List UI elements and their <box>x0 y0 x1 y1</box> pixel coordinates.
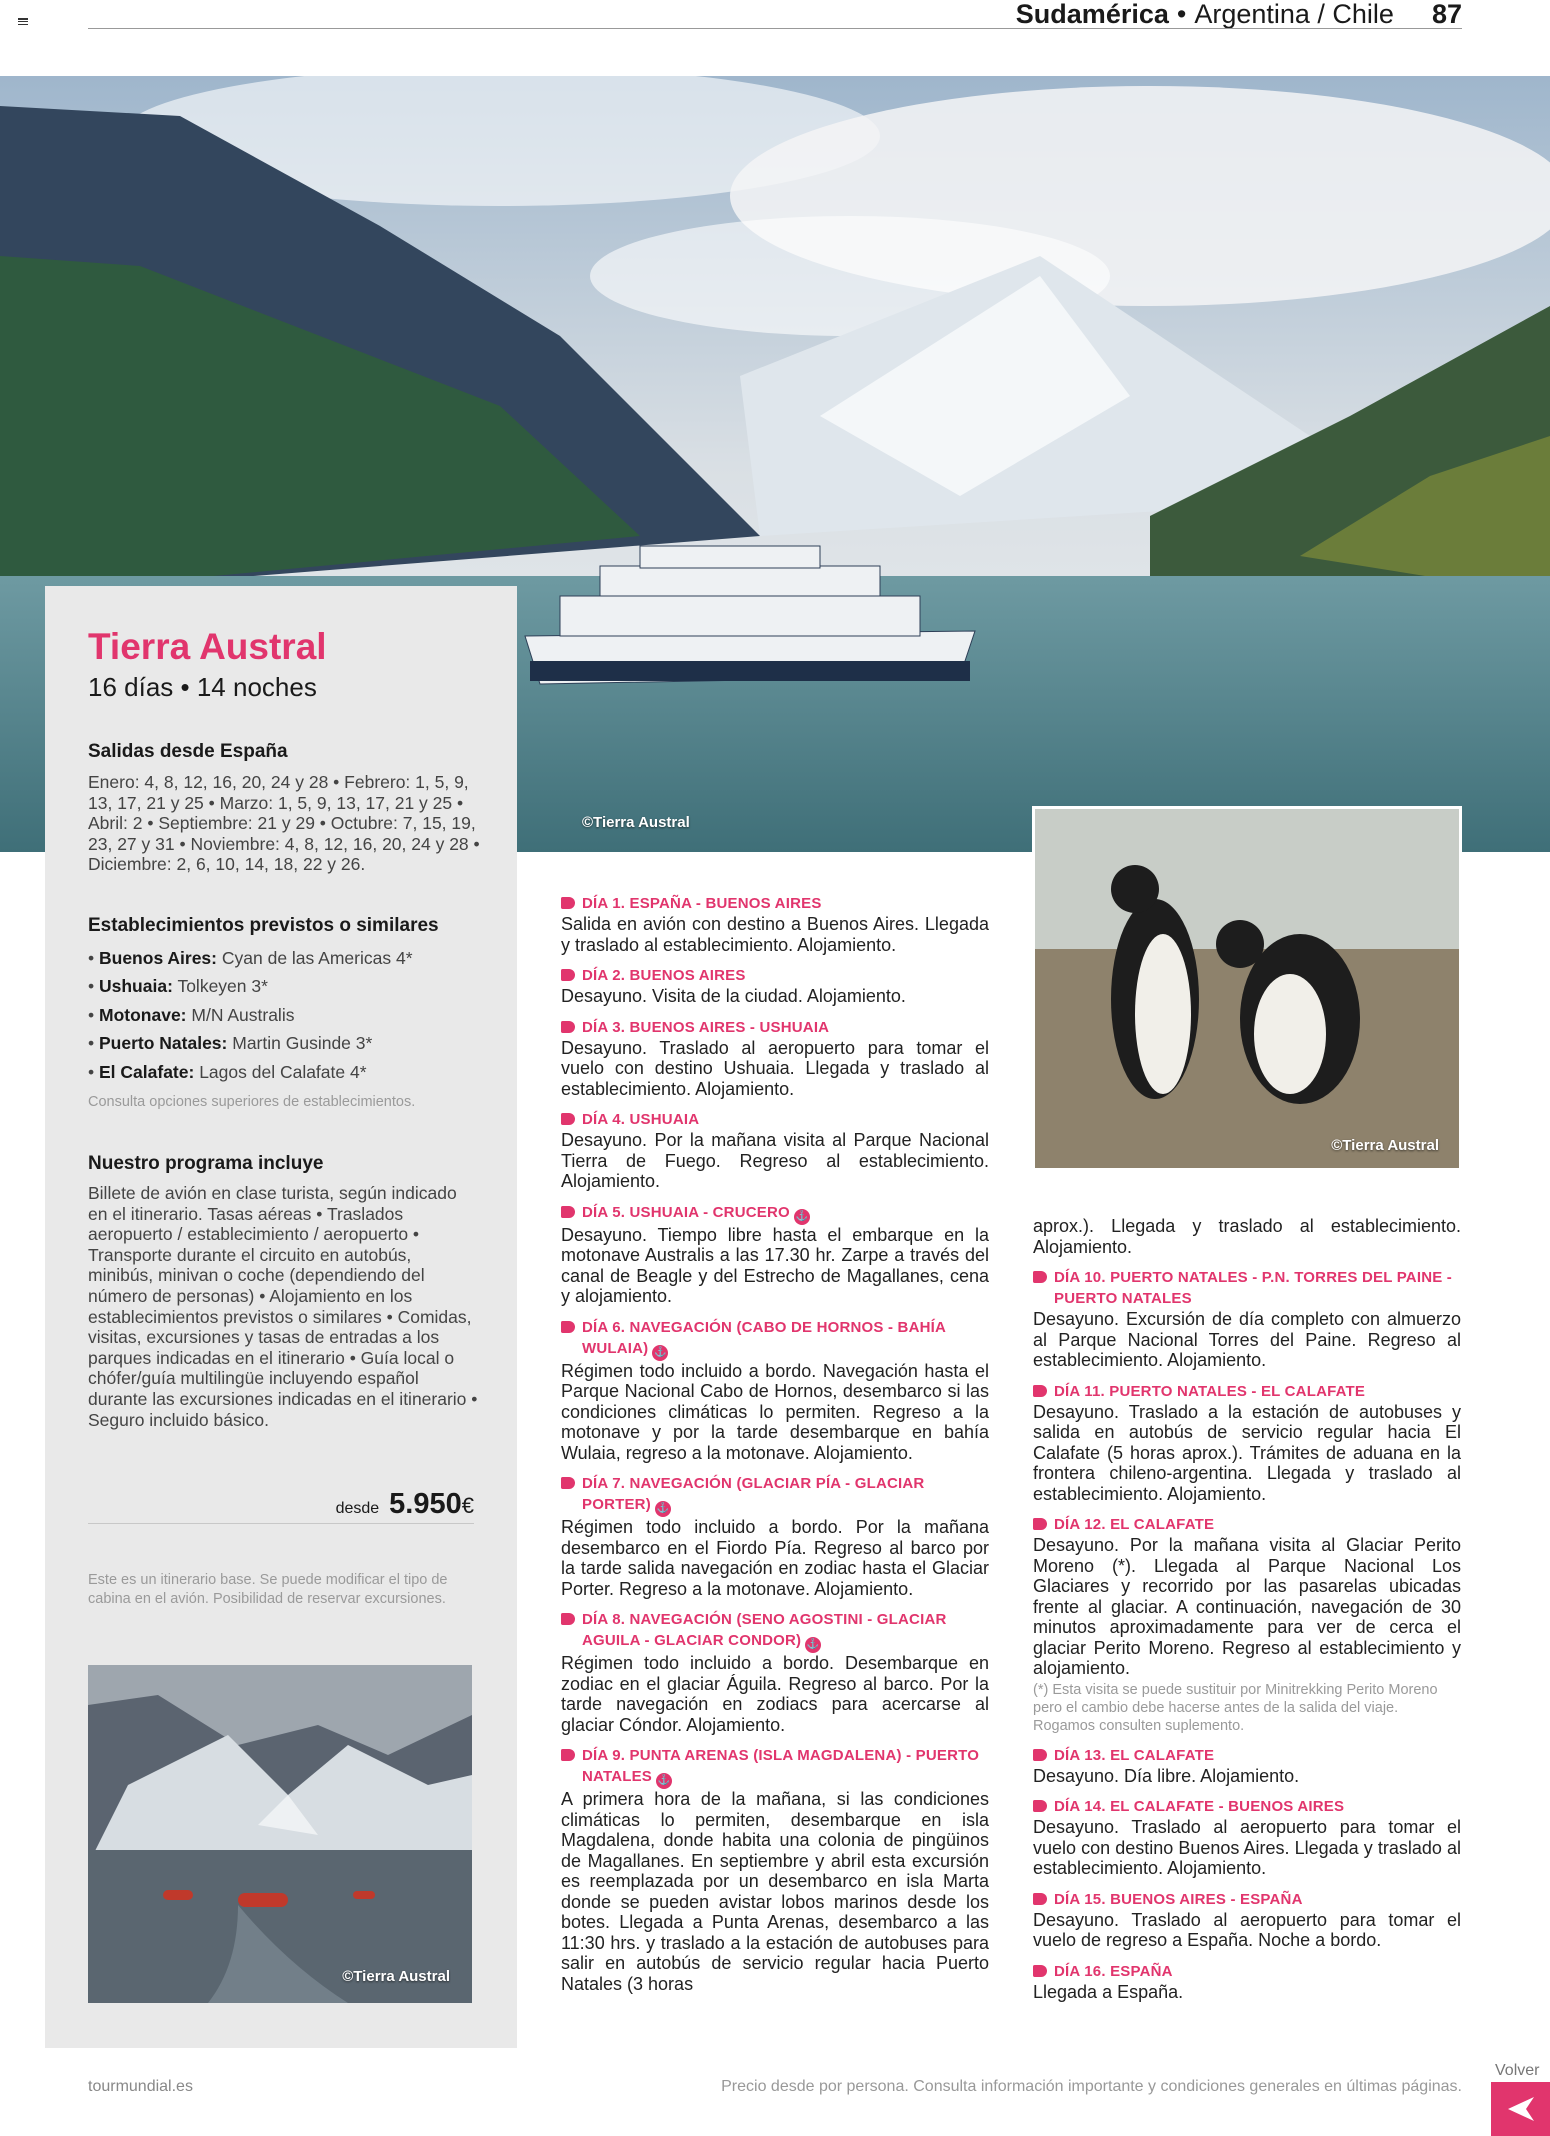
header-countries: Argentina / Chile <box>1194 0 1394 29</box>
hotel-place: El Calafate: <box>99 1061 195 1082</box>
itinerary-day <box>561 965 989 1007</box>
itinerary-column-2 <box>1033 1216 1461 2012</box>
day-text: Llegada a España. <box>1033 1981 1184 2002</box>
day-marker-icon <box>1033 1518 1047 1530</box>
itinerary-day <box>1033 1381 1461 1505</box>
day-text: Desayuno. Día libre. Alojamiento. <box>1033 1765 1300 1786</box>
hotel-name: Cyan de las Americas 4* <box>221 948 413 968</box>
hotels-list <box>88 944 488 1086</box>
day-text: Desayuno. Visita de la ciudad. Alojamiento. <box>561 986 906 1006</box>
day-marker-icon <box>1033 1749 1047 1761</box>
day-marker-icon <box>1033 1965 1047 1977</box>
anchor-icon: ⚓ <box>656 1773 672 1789</box>
itinerary-day <box>561 1317 989 1464</box>
itinerary-day <box>1033 1745 1461 1787</box>
day-title-row <box>561 1017 989 1038</box>
day-title: DÍA 5. USHUAIA - CRUCERO <box>582 1203 790 1221</box>
hotel-place: Buenos Aires: <box>99 948 217 968</box>
day-title: DÍA 13. EL CALAFATE <box>1054 1746 1215 1764</box>
anchor-icon: ⚓ <box>805 1637 821 1653</box>
hotel-name: Tolkeyen 3* <box>177 976 268 997</box>
itinerary-day <box>561 1109 989 1192</box>
itinerary-day-continued <box>1033 1216 1461 1257</box>
day-text: Desayuno. Por la mañana visita al Glaciar Perito Moreno (*). Llegada al Parque Nacional Los Glaciares y recorrido por las pasarelas ubicadas frente al glaciar. A continuación, navegación de 30 minutos aproximadamente para ver de cerca el glaciar Perito Moreno. Regreso al establecimiento y alojamiento. <box>1033 1535 1461 1678</box>
day-title: DÍA 6. NAVEGACIÓN (CABO DE HORNOS - BAHÍA WULAIA) <box>582 1318 946 1357</box>
price-divider <box>88 1523 474 1524</box>
hotel-item: • Puerto Natales: Martin Gusinde 3* <box>88 1033 373 1054</box>
trip-duration: 16 días • 14 noches <box>88 672 317 702</box>
page-number: 87 <box>1431 0 1462 29</box>
price-currency: € <box>461 1493 474 1518</box>
day-title-row <box>561 1202 989 1225</box>
day-title-row <box>561 965 989 986</box>
day-text: A primera hora de la mañana, si las condiciones climáticas lo permiten, desembarque en isla Magdalena, donde habita una colonia de pingüinos de Magallanes. En septiembre y abril esta excursión es reemplazada por un desembarco en isla Marta donde se pueden avistar lobos marinos desde los botes. Llegada a Punta Arenas, desembarco a las 11:30 hrs. y traslado a la estación de autobuses para salir en autobús de servicio regular hacia Puerto Natales (3 horas <box>561 1789 989 1994</box>
day-marker-icon <box>561 1321 575 1333</box>
hotel-item: • Ushuaia: Tolkeyen 3* <box>88 976 268 997</box>
departures-heading: Salidas desde España <box>88 741 288 762</box>
day-title: DÍA 11. PUERTO NATALES - EL CALAFATE <box>1054 1382 1366 1400</box>
day-title-row <box>561 1473 989 1517</box>
hotel-place: Puerto Natales: <box>99 1033 228 1054</box>
day-text: Desayuno. Tiempo libre hasta el embarque en la motonave Australis a las 17.30 hr. Zarpe a través del canal de Beagle y del Estrecho de Magallanes, cena y alojamiento. <box>561 1224 989 1306</box>
day-title-row <box>1033 1745 1461 1766</box>
day-title-row <box>561 1109 989 1130</box>
day-title-row <box>561 1317 989 1361</box>
itinerary-day <box>561 893 989 955</box>
itinerary-day <box>1033 1796 1461 1879</box>
itinerary-column-1 <box>561 893 989 2004</box>
itinerary-day <box>1033 1267 1461 1371</box>
footer-site: tourmundial.es <box>88 2078 193 2095</box>
day-title-row <box>561 1745 989 1789</box>
day-title-row <box>561 1609 989 1653</box>
day-text: Régimen todo incluido a bordo. Desembarque en zodiac en el glaciar Águila. Regreso al barco. Por la tarde navegación en zodiacs para acercarse al glaciar Cóndor. Alojamiento. <box>561 1653 989 1735</box>
itinerary-day <box>561 1745 989 1994</box>
includes-text: Billete de avión en clase turista, según indicado en el itinerario. Tasas aéreas • Traslados aeropuerto / establecimiento / aeropuerto • Transporte durante el circuito en autobús, minibús, minivan o coche (dependiendo del número de personas) • Alojamiento en los establecimientos previstos o similares • Comidas, visitas, excursiones y tasas de entradas a los parques indicadas en el itinerario • Guía local o chófer/guía multilingüe incluyendo español durante las excursiones indicadas en el itinerario • Seguro incluido básico. <box>88 1183 478 1430</box>
hotel-name: Lagos del Calafate 4* <box>199 1061 367 1082</box>
day-text: Desayuno. Traslado a la estación de autobuses y salida en autobús de servicio regular hacia El Calafate (5 horas aprox.). Trámites de aduana en la frontera chileno-argentina. Llegada y traslado al establecimiento. Alojamiento. <box>1033 1401 1461 1504</box>
hotel-name: M/N Australis <box>191 1004 295 1025</box>
anchor-icon: ⚓ <box>655 1501 671 1517</box>
day-marker-icon <box>561 1206 575 1218</box>
price-block <box>336 1488 474 1521</box>
hotels-note: Consulta opciones superiores de establecimientos. <box>88 1094 416 1110</box>
header-separator: • <box>1176 0 1187 29</box>
day-title-row <box>1033 1381 1461 1402</box>
day-text: Régimen todo incluido a bordo. Por la mañana desembarco en el Fiordo Pía. Regreso al barco por la tarde salida navegación en zodiac hasta el Glaciar Porter. Regreso a la motonave. Alojamiento. <box>561 1517 989 1599</box>
day-marker-icon <box>561 1613 575 1625</box>
itinerary-day <box>1033 1961 1461 2003</box>
day-text: Desayuno. Traslado al aeropuerto para tomar el vuelo de regreso a España. Noche a bordo. <box>1033 1909 1461 1950</box>
departures-text: Enero: 4, 8, 12, 16, 20, 24 y 28 • Febrero: 1, 5, 9, 13, 17, 21 y 25 • Marzo: 1, 5, 9, 13, 17, 21 y 25 • Abril: 2 • Septiembre: 21 y 29 • Octubre: 7, 15, 19, 23, 27 y 31 • Noviembre: 4, 8, 12, 16, 20, 24 y 28 • Diciembre: 2, 6, 10, 14, 18, 22 y 26. <box>88 772 480 875</box>
anchor-icon: ⚓ <box>652 1345 668 1361</box>
itinerary-day <box>1033 1889 1461 1951</box>
day-marker-icon <box>1033 1800 1047 1812</box>
day-marker-icon <box>561 1021 575 1033</box>
day-title: DÍA 2. BUENOS AIRES <box>582 967 746 984</box>
day-title: DÍA 15. BUENOS AIRES - ESPAÑA <box>1054 1890 1303 1908</box>
day-note: (*) Esta visita se puede sustituir por Minitrekking Perito Moreno pero el cambio debe hacerse antes de la salida del viaje. Rogamos consulten suplemento. <box>1033 1681 1438 1734</box>
trip-title: Tierra Austral <box>88 626 327 667</box>
includes-heading: Nuestro programa incluye <box>88 1153 324 1174</box>
day-text: Desayuno. Traslado al aeropuerto para tomar el vuelo con destino Buenos Aires. Llegada y traslado al establecimiento. Alojamiento. <box>1033 1817 1461 1878</box>
hotel-name: Martin Gusinde 3* <box>232 1033 373 1054</box>
zodiac-boats-photo <box>88 1665 472 2003</box>
day-title-row <box>1033 1961 1461 1982</box>
day-title: DÍA 4. USHUAIA <box>582 1111 700 1128</box>
penguins-photo-credit: ©Tierra Austral <box>1331 1137 1439 1154</box>
day-title: DÍA 1. ESPAÑA - BUENOS AIRES <box>582 895 822 912</box>
price-from-label: desde <box>335 1500 380 1517</box>
day-title: DÍA 14. EL CALAFATE - BUENOS AIRES <box>1054 1798 1345 1815</box>
boats-photo-credit: ©Tierra Austral <box>342 1968 450 1985</box>
day-marker-icon <box>1033 1385 1047 1397</box>
day-text: Desayuno. Excursión de día completo con almuerzo al Parque Nacional Torres del Paine. Regreso al establecimiento. Alojamiento. <box>1033 1309 1461 1370</box>
hotel-item: • El Calafate: Lagos del Calafate 4* <box>88 1061 367 1082</box>
day-title: DÍA 12. EL CALAFATE <box>1054 1516 1215 1533</box>
hotel-item: • Motonave: M/N Australis <box>88 1004 295 1025</box>
day-text: aprox.). Llegada y traslado al establecimiento. Alojamiento. <box>1033 1216 1461 1257</box>
day-title: DÍA 9. PUNTA ARENAS (ISLA MAGDALENA) - PUERTO NATALES <box>582 1747 980 1785</box>
day-marker-icon <box>561 1477 575 1489</box>
price-amount: 5.950 <box>389 1488 462 1520</box>
hotel-place: Ushuaia: <box>99 976 173 997</box>
day-title-row <box>1033 1267 1461 1309</box>
day-title: DÍA 7. NAVEGACIÓN (GLACIAR PÍA - GLACIAR PORTER) <box>582 1475 925 1513</box>
day-title: DÍA 16. ESPAÑA <box>1054 1962 1173 1980</box>
day-title-row <box>1033 1796 1461 1817</box>
hero-photo-credit: ©Tierra Austral <box>582 814 690 831</box>
page-header <box>1016 0 1462 28</box>
itinerary-base-note: Este es un itinerario base. Se puede modificar el tipo de cabina en el avión. Posibilidad de reservar excursiones. <box>88 1572 448 1607</box>
day-marker-icon <box>561 1113 575 1125</box>
hotels-heading: Establecimientos previstos o similares <box>88 915 439 936</box>
day-title: DÍA 10. PUERTO NATALES - P.N. TORRES DEL PAINE - PUERTO NATALES <box>1054 1269 1452 1307</box>
hotel-place: Motonave: <box>99 1004 187 1025</box>
day-title-row <box>561 893 989 914</box>
day-text: Desayuno. Por la mañana visita al Parque Nacional Tierra de Fuego. Regreso al establecimiento. Alojamiento. <box>561 1130 989 1191</box>
anchor-icon: ⚓ <box>794 1209 810 1225</box>
menu-icon[interactable] <box>18 18 28 25</box>
penguins-photo <box>1032 806 1462 1171</box>
itinerary-day <box>561 1609 989 1735</box>
back-label[interactable]: Volver <box>1495 2062 1540 2079</box>
day-title-row <box>1033 1889 1461 1910</box>
hotel-item: • Buenos Aires: Cyan de las Americas 4* <box>88 948 413 968</box>
day-marker-icon <box>1033 1271 1047 1283</box>
header-region: Sudamérica <box>1015 0 1169 29</box>
day-marker-icon <box>561 1749 575 1761</box>
day-title-row <box>1033 1514 1461 1535</box>
day-marker-icon <box>561 897 575 909</box>
itinerary-day <box>1033 1514 1461 1735</box>
day-text: Desayuno. Traslado al aeropuerto para tomar el vuelo con destino Ushuaia. Llegada y traslado al establecimiento. Alojamiento. <box>561 1037 989 1099</box>
header-rule <box>88 28 1462 29</box>
day-marker-icon <box>561 969 575 981</box>
itinerary-day <box>561 1202 989 1307</box>
day-title: DÍA 3. BUENOS AIRES - USHUAIA <box>582 1018 830 1036</box>
arrow-left-icon <box>1506 2094 1536 2124</box>
day-title: DÍA 8. NAVEGACIÓN (SENO AGOSTINI - GLACIAR AGUILA - GLACIAR CONDOR) <box>582 1611 947 1649</box>
footer-disclaimer: Precio desde por persona. Consulta información importante y condiciones generales en últimas páginas. <box>721 2078 1462 2095</box>
itinerary-day <box>561 1017 989 1100</box>
itinerary-day <box>561 1473 989 1599</box>
day-text: Régimen todo incluido a bordo. Navegación hasta el Parque Nacional Cabo de Hornos, desembarco si las condiciones climáticas lo permiten. Regreso a la motonave y por la tarde desembarque en bahía Wulaia, regreso a la motonave. Alojamiento. <box>561 1360 989 1463</box>
back-button[interactable] <box>1491 2082 1550 2136</box>
day-text: Salida en avión con destino a Buenos Aires. Llegada y traslado al establecimiento. Alojamiento. <box>561 914 989 955</box>
day-marker-icon <box>1033 1893 1047 1905</box>
